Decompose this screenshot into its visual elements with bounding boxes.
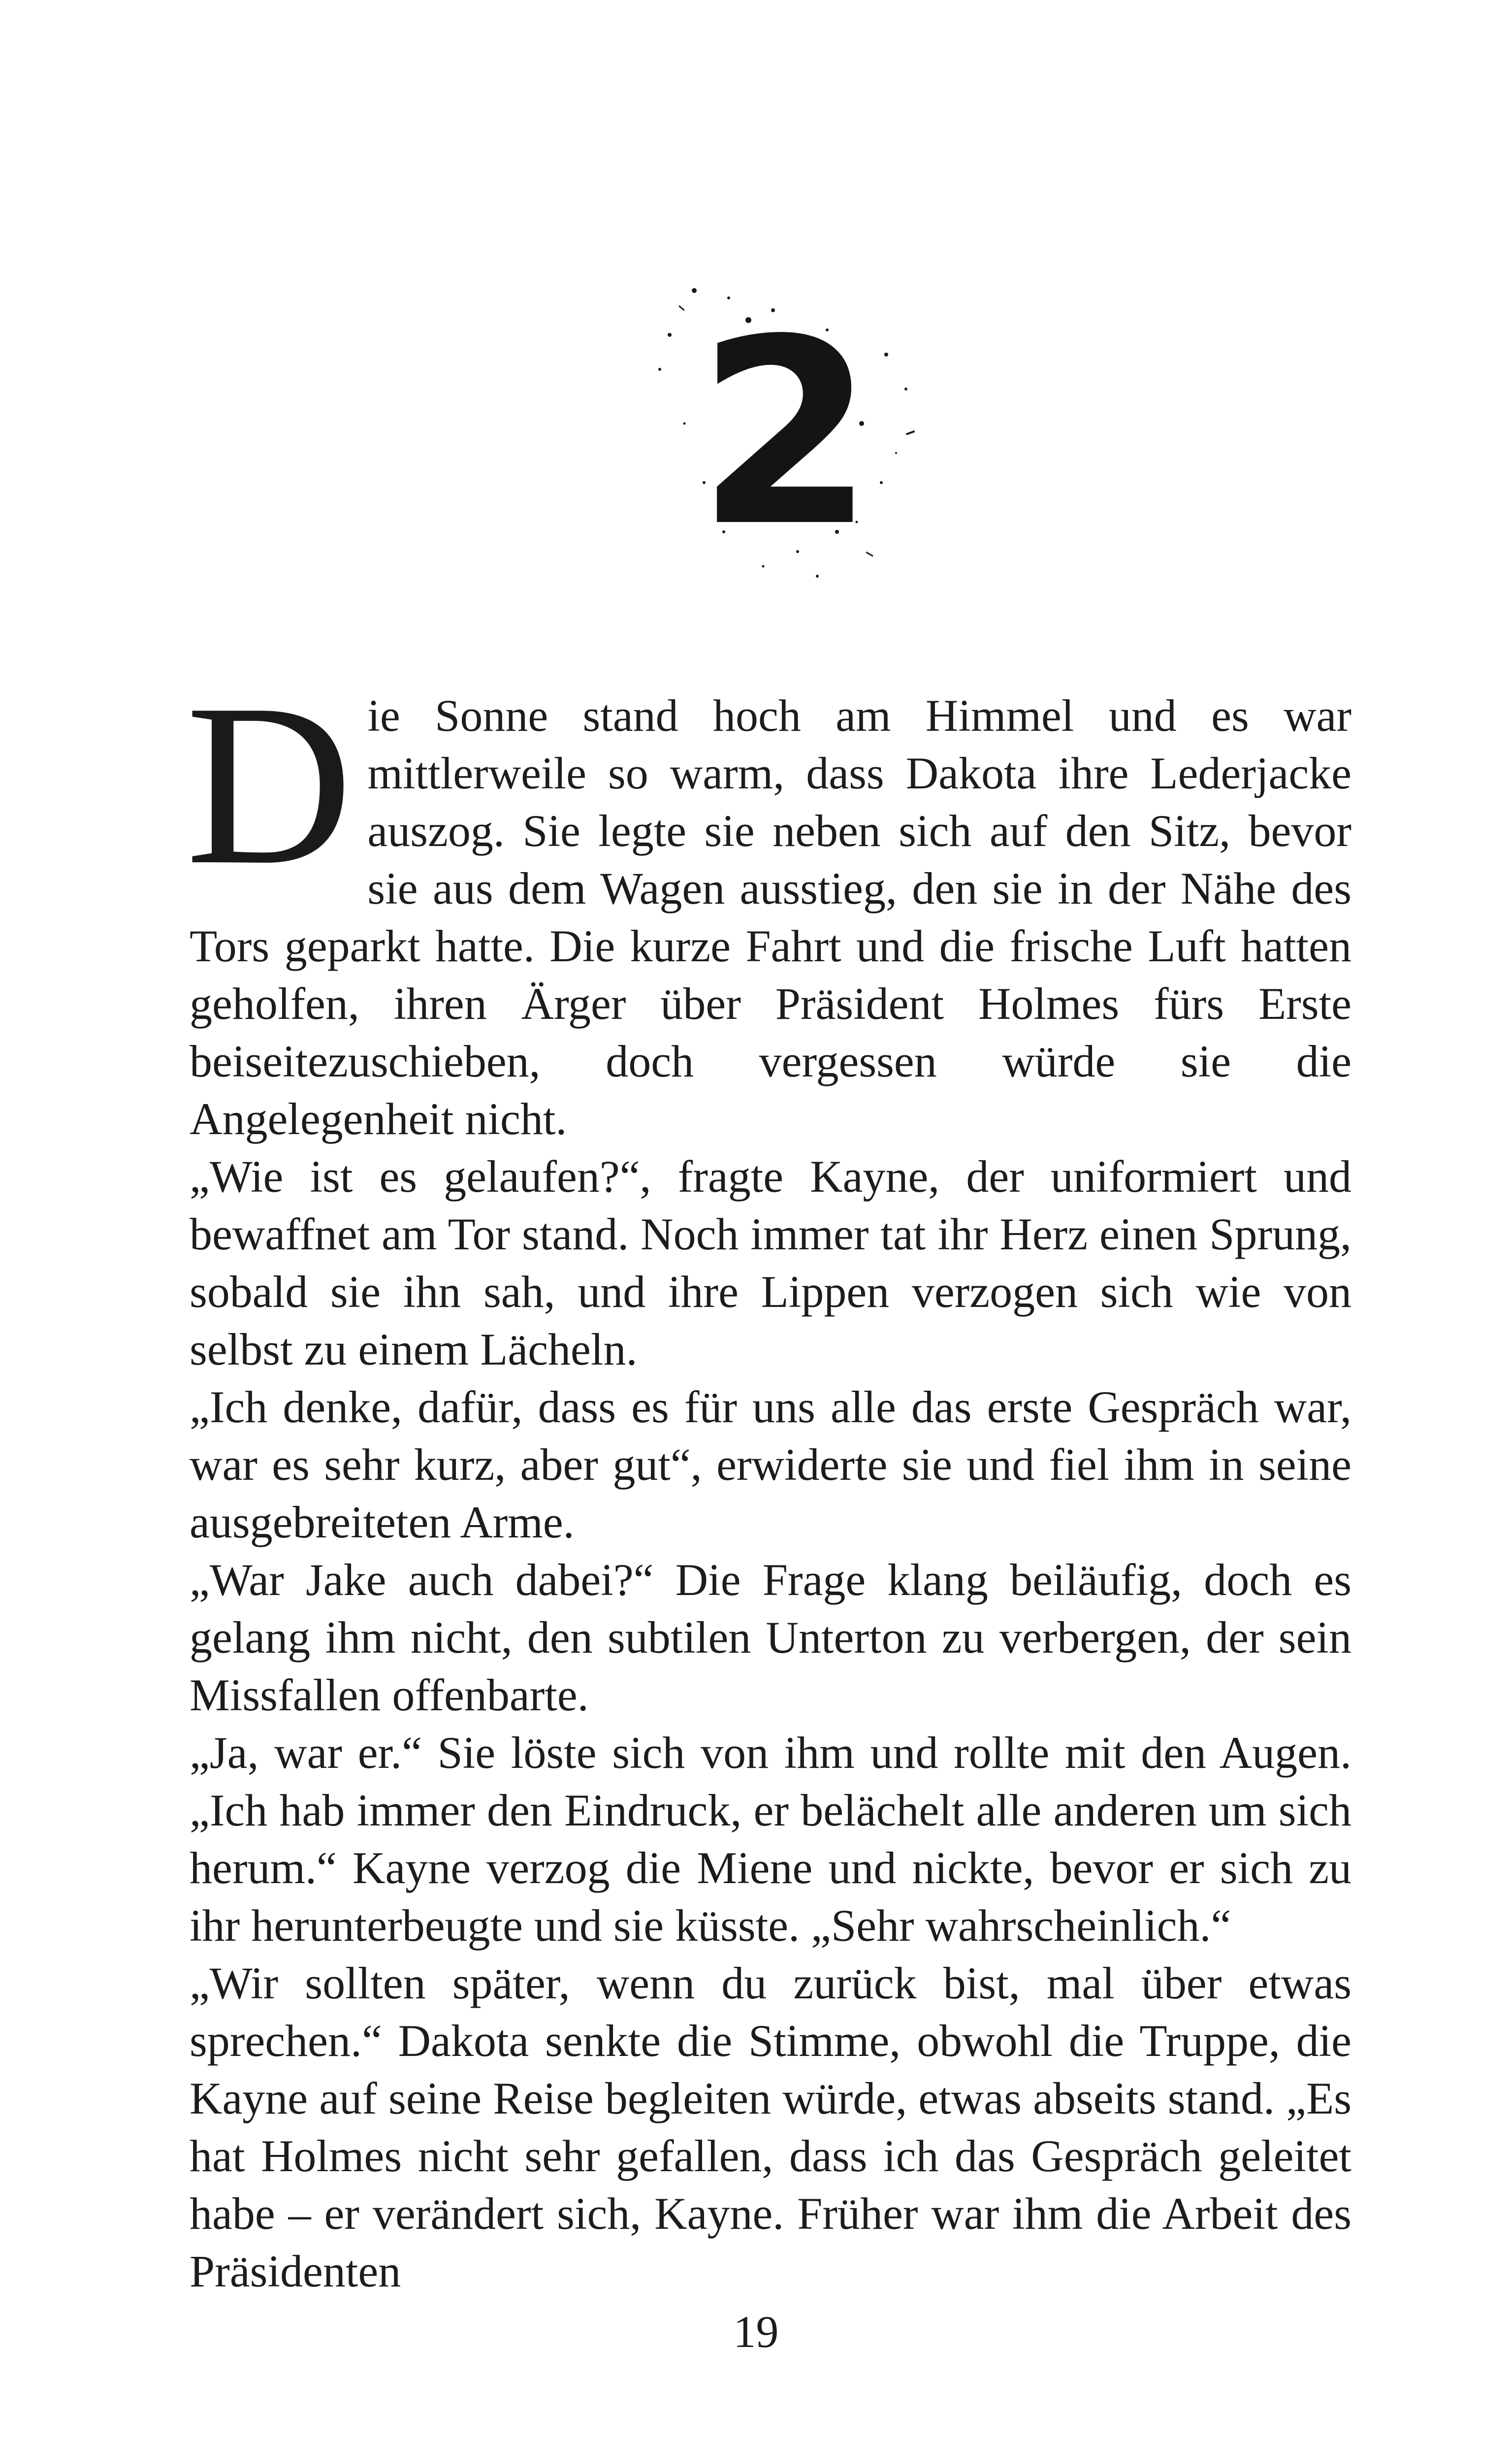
paragraph-1: [186, 656, 1351, 1148]
paragraph-3: „Ich denke, dafür, dass es für uns alle das erste Gespräch war, war es sehr kurz, aber gut“, erwiderte sie und fiel ihm in seine ausgebreiteten Arme.: [190, 1382, 1351, 1547]
chapter-number: [650, 276, 926, 591]
paragraph-2: „Wie ist es gelaufen?“, fragte Kayne, der uniformiert und bewaffnet am Tor stand. Noch immer tat ihr Herz einen Sprung, sobald sie ihn sah, und ihre Lippen verzogen sich wie von selbst zu einem Lächeln.: [190, 1151, 1351, 1374]
chapter-number-splatter: [650, 276, 926, 591]
chapter-digit: 2: [697, 284, 875, 583]
paragraph-5: „Ja, war er.“ Sie löste sich von ihm und rollte mit den Augen. „Ich hab immer den Eindruck, er belächelt alle anderen um sich herum.“ Kayne verzog die Miene und nickte, bevor er sich zu ihr herunterbeugte und sie küsste. „Sehr wahrscheinlich.“: [190, 1727, 1351, 1951]
paragraph-6: „Wir sollten später, wenn du zurück bist, mal über etwas sprechen.“ Dakota senkte die Stimme, obwohl die Truppe, die Kayne auf seine Reise begleiten würde, etwas abseits stand. „Es hat Holmes nicht sehr gefallen, dass ich das Gespräch geleitet habe – er verändert sich, Kayne. Früher war ihm die Arbeit des Präsidenten: [190, 1958, 1351, 2296]
page-number: 19: [733, 2307, 779, 2357]
paragraph-1-text: ie Sonne stand hoch am Himmel und es war mittlerweile so warm, dass Dakota ihre Lederjacke auszog. Sie legte sie neben sich auf den Sitz, bevor sie aus dem Wagen ausstieg, den sie in der Nähe des Tors geparkt hatte. Die kurze Fahrt und die frische Luft hatten geholfen, ihren Ärger über Präsident Holmes fürs Erste beiseitezuschieben, doch vergessen würde sie die Angelegenheit nicht.: [190, 690, 1351, 1144]
paragraph-4: „War Jake auch dabei?“ Die Frage klang beiläufig, doch es gelang ihm nicht, den subtilen Unterton zu verbergen, der sein Missfallen offenbarte.: [190, 1555, 1351, 1720]
body-text: [186, 656, 1351, 2300]
drop-cap: D: [186, 656, 353, 912]
